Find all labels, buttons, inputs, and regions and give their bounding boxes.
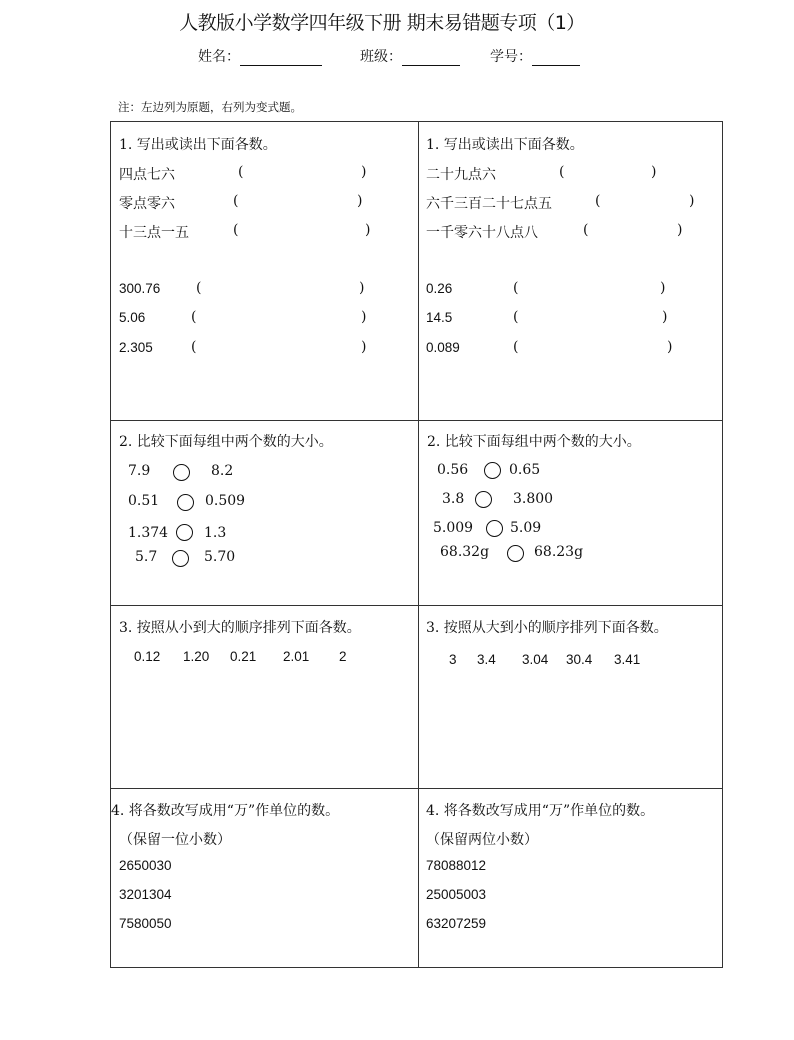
close-paren: ) <box>361 309 367 325</box>
column-divider <box>418 122 419 967</box>
compare-left: 3.8 <box>442 491 465 507</box>
instruction-note: 注：左边列为原题，右列为变式题。 <box>118 100 302 114</box>
close-paren: ) <box>667 339 673 355</box>
close-paren: ) <box>689 193 695 209</box>
left-q1-item: 四点七六 <box>119 167 175 183</box>
open-paren: ( <box>513 339 519 355</box>
compare-right: 1.3 <box>204 525 227 541</box>
compare-left: 0.56 <box>437 462 469 478</box>
compare-right: 8.2 <box>211 463 234 479</box>
number-blank[interactable] <box>532 51 580 66</box>
name-field <box>198 46 322 66</box>
right-q3-title: 3. 按照从大到小的顺序排列下面各数。 <box>426 620 668 636</box>
right-q4-subtitle: （保留两位小数） <box>426 832 538 848</box>
open-paren: ( <box>233 193 239 209</box>
open-paren: ( <box>191 339 197 355</box>
right-q4-title: 4. 将各数改写成用“万”作单位的数。 <box>426 803 655 819</box>
order-number: 0.21 <box>230 649 257 664</box>
compare-right: 0.509 <box>205 493 246 509</box>
close-paren: ) <box>361 339 367 355</box>
compare-right: 3.800 <box>513 491 554 507</box>
left-q1-title: 1. 写出或读出下面各数。 <box>119 137 277 153</box>
order-number: 3.4 <box>477 652 496 667</box>
number-label: 学号： <box>490 49 532 65</box>
order-number: 3.41 <box>614 652 641 667</box>
convert-number: 63207259 <box>426 916 487 931</box>
compare-circle[interactable] <box>484 462 501 479</box>
right-q1-item: 0.26 <box>426 281 453 296</box>
left-q1-item: 十三点一五 <box>119 225 189 241</box>
class-label: 班级： <box>360 49 402 65</box>
order-number: 2 <box>339 649 347 664</box>
class-field <box>360 46 460 66</box>
compare-circle[interactable] <box>177 494 194 511</box>
convert-number: 78088012 <box>426 858 487 873</box>
name-blank[interactable] <box>240 51 322 66</box>
class-blank[interactable] <box>402 51 460 66</box>
open-paren: ( <box>191 309 197 325</box>
compare-circle[interactable] <box>507 545 524 562</box>
compare-right: 5.09 <box>510 520 542 536</box>
left-q1-item: 2.305 <box>119 340 153 355</box>
compare-circle[interactable] <box>486 520 503 537</box>
close-paren: ) <box>677 222 683 238</box>
open-paren: ( <box>583 222 589 238</box>
compare-left: 0.51 <box>128 493 160 509</box>
compare-circle[interactable] <box>176 524 193 541</box>
compare-left: 1.374 <box>128 525 169 541</box>
open-paren: ( <box>513 280 519 296</box>
close-paren: ) <box>662 309 668 325</box>
name-label: 姓名： <box>198 49 240 65</box>
convert-number: 25005003 <box>426 887 487 902</box>
compare-right: 0.65 <box>509 462 541 478</box>
order-number: 0.12 <box>134 649 161 664</box>
right-q1-title: 1. 写出或读出下面各数。 <box>426 137 584 153</box>
close-paren: ) <box>361 164 367 180</box>
convert-number: 7580050 <box>119 916 172 931</box>
left-q1-item: 5.06 <box>119 310 146 325</box>
left-q4-subtitle: （保留一位小数） <box>119 832 231 848</box>
right-q1-item: 0.089 <box>426 340 460 355</box>
page-title <box>0 8 794 35</box>
open-paren: ( <box>238 164 244 180</box>
open-paren: ( <box>513 309 519 325</box>
left-q3-title: 3. 按照从小到大的顺序排列下面各数。 <box>119 620 361 636</box>
compare-circle[interactable] <box>475 491 492 508</box>
close-paren: ) <box>651 164 657 180</box>
left-q2-title: 2. 比较下面每组中两个数的大小。 <box>119 434 333 450</box>
open-paren: ( <box>233 222 239 238</box>
order-number: 1.20 <box>183 649 210 664</box>
open-paren: ( <box>595 193 601 209</box>
order-number: 2.01 <box>283 649 310 664</box>
row-divider <box>111 605 722 606</box>
page-title-text: 人教版小学数学四年级下册 期末易错题专项（1） <box>179 12 585 34</box>
open-paren: ( <box>559 164 565 180</box>
row-divider <box>111 788 722 789</box>
row-divider <box>111 420 722 421</box>
order-number: 3.04 <box>522 652 549 667</box>
left-q4-title: 4. 将各数改写成用“万”作单位的数。 <box>111 803 340 819</box>
convert-number: 3201304 <box>119 887 172 902</box>
compare-left: 5.009 <box>433 520 474 536</box>
close-paren: ) <box>357 193 363 209</box>
close-paren: ) <box>359 280 365 296</box>
right-q2-title: 2. 比较下面每组中两个数的大小。 <box>427 434 641 450</box>
order-number: 3 <box>449 652 457 667</box>
number-field <box>490 46 580 66</box>
open-paren: ( <box>196 280 202 296</box>
convert-number: 2650030 <box>119 858 172 873</box>
right-q1-item: 六千三百二十七点五 <box>426 196 552 212</box>
order-number: 30.4 <box>566 652 593 667</box>
compare-circle[interactable] <box>172 550 189 567</box>
exercise-table <box>110 121 723 968</box>
right-q1-item: 二十九点六 <box>426 167 496 183</box>
right-q1-item: 14.5 <box>426 310 453 325</box>
compare-right: 68.23g <box>534 544 584 560</box>
compare-circle[interactable] <box>173 464 190 481</box>
left-q1-item: 零点零六 <box>119 196 175 212</box>
compare-right: 5.70 <box>204 549 236 565</box>
compare-left: 5.7 <box>135 549 158 565</box>
compare-left: 7.9 <box>128 463 151 479</box>
close-paren: ) <box>660 280 666 296</box>
compare-left: 68.32g <box>440 544 490 560</box>
right-q1-item: 一千零六十八点八 <box>426 225 538 241</box>
left-q1-item: 300.76 <box>119 281 161 296</box>
close-paren: ) <box>365 222 371 238</box>
